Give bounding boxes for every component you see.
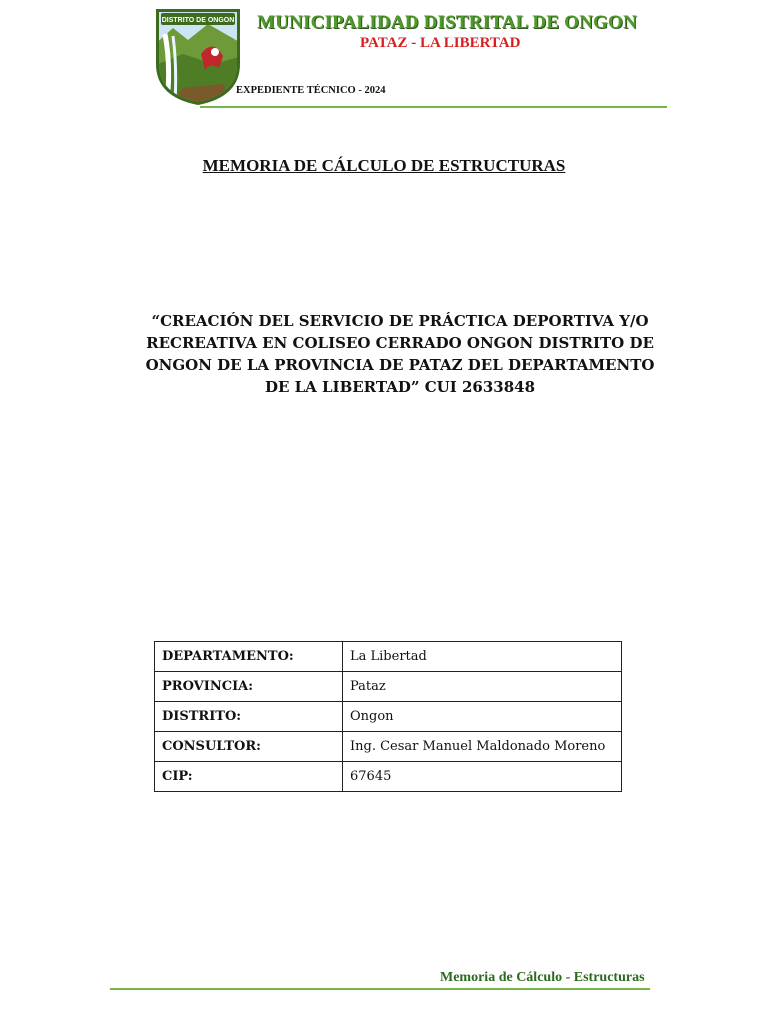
row-label: CONSULTOR: bbox=[155, 732, 343, 762]
footer-divider bbox=[110, 988, 650, 990]
row-label: DEPARTAMENTO: bbox=[155, 642, 343, 672]
page-header bbox=[0, 0, 768, 115]
header-divider bbox=[200, 106, 667, 108]
project-info-table bbox=[154, 641, 622, 792]
row-value: Ing. Cesar Manuel Maldonado Moreno bbox=[343, 732, 622, 762]
table-row bbox=[155, 762, 622, 792]
row-value: Ongon bbox=[343, 702, 622, 732]
row-label: DISTRITO: bbox=[155, 702, 343, 732]
row-value: La Libertad bbox=[343, 642, 622, 672]
table-row bbox=[155, 702, 622, 732]
row-value: 67645 bbox=[343, 762, 622, 792]
document-title: MEMORIA DE CÁLCULO DE ESTRUCTURAS bbox=[202, 156, 566, 175]
table-row bbox=[155, 732, 622, 762]
table-row bbox=[155, 672, 622, 702]
project-title: “CREACIÓN DEL SERVICIO DE PRÁCTICA DEPORTIVA Y/O RECREATIVA EN COLISEO CERRADO ONGON DISTRITO DE ONGON DE LA PROVINCIA DE PATAZ DEL DEPARTAMENTO DE LA LIBERTAD” CUI 2633848 bbox=[145, 312, 655, 396]
district-seal-logo bbox=[153, 6, 243, 106]
row-value: Pataz bbox=[343, 672, 622, 702]
expediente-label: EXPEDIENTE TÉCNICO - 2024 bbox=[236, 85, 386, 96]
table-row bbox=[155, 642, 622, 672]
footer-text: Memoria de Cálculo - Estructuras bbox=[440, 970, 645, 985]
municipality-name: MUNICIPALIDAD DISTRITAL DE ONGON bbox=[257, 12, 637, 33]
row-label: CIP: bbox=[155, 762, 343, 792]
row-label: PROVINCIA: bbox=[155, 672, 343, 702]
municipality-region: PATAZ - LA LIBERTAD bbox=[360, 35, 521, 51]
svg-text:DISTRITO DE ONGON: DISTRITO DE ONGON bbox=[161, 17, 235, 24]
